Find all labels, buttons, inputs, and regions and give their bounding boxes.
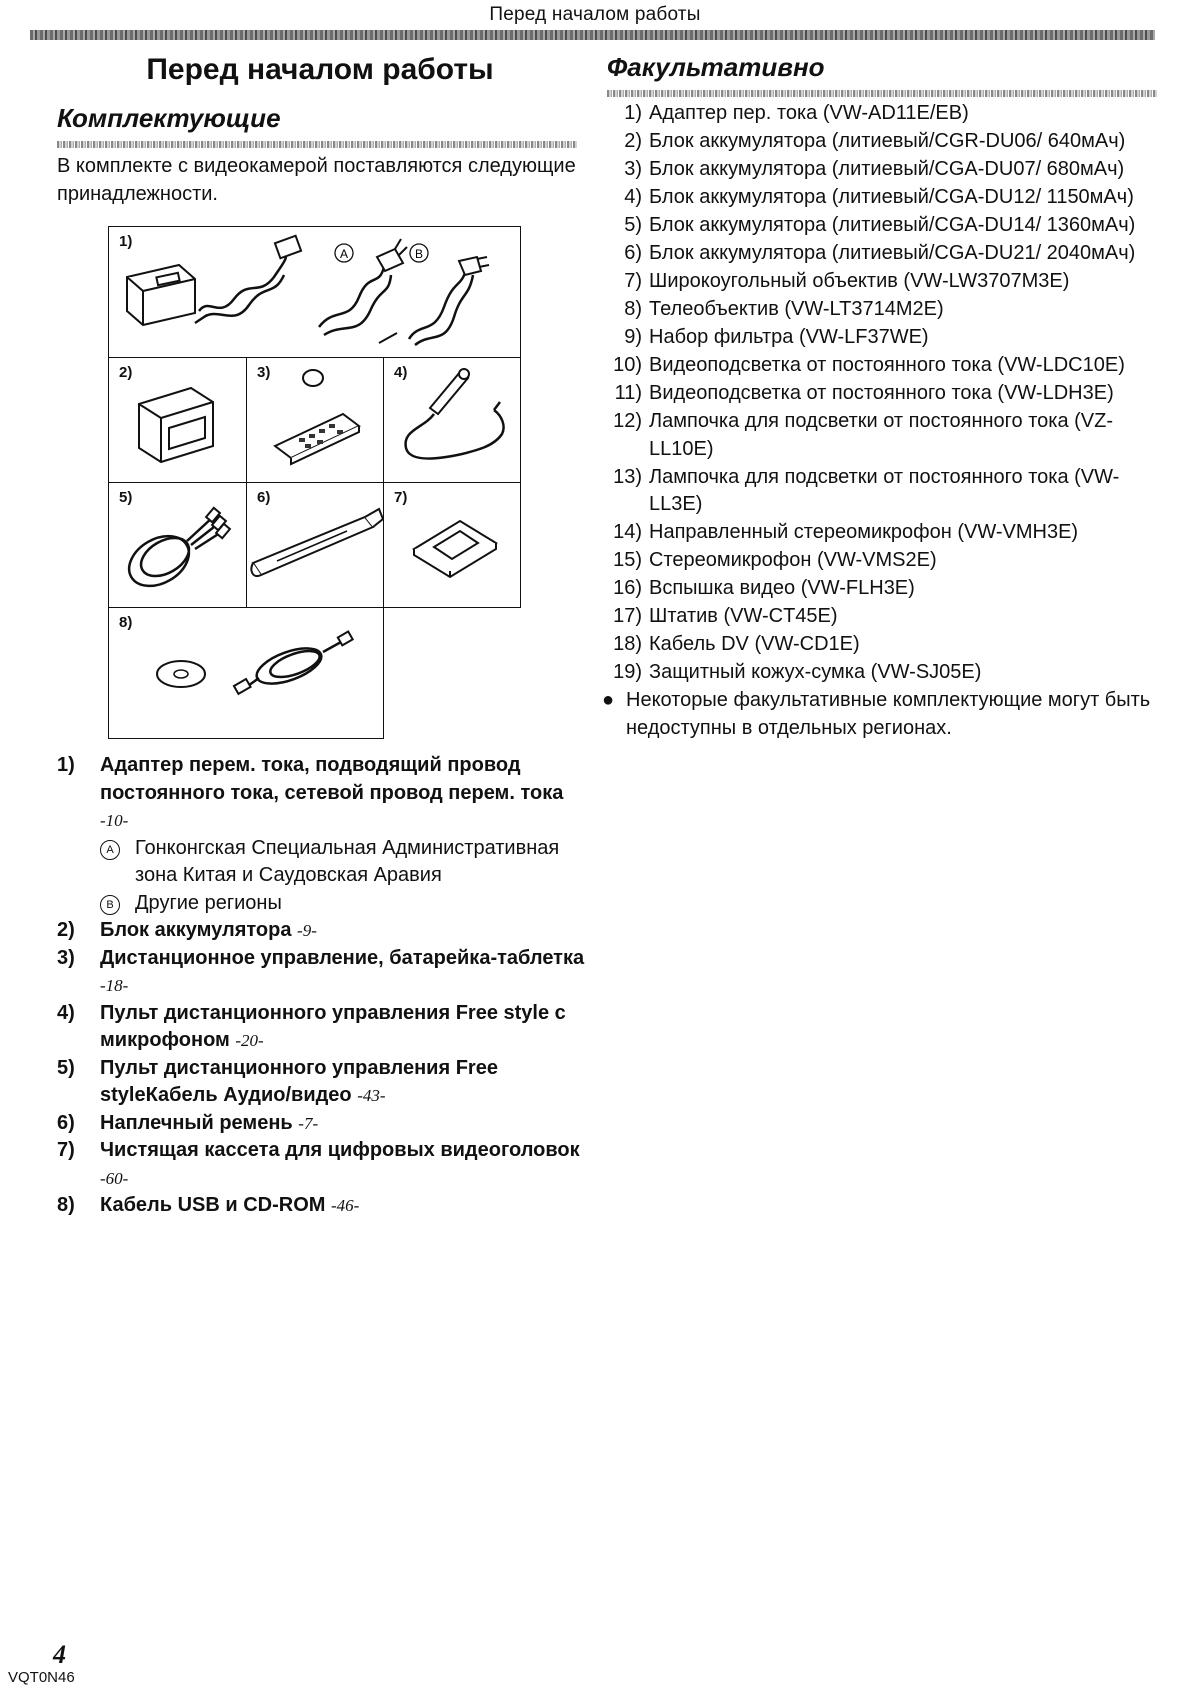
marker-b-icon: B (100, 895, 120, 915)
cell-number: 4) (394, 364, 408, 381)
list-item (57, 752, 597, 917)
list-item (602, 380, 1162, 408)
page-reference: -43- (357, 1086, 386, 1105)
page-number: 4 (53, 1640, 66, 1669)
item-number: 2) (57, 919, 75, 941)
item-text: Чистящая кассета для цифровых видеоголовок (100, 1139, 580, 1161)
item-number: 7) (57, 1139, 75, 1161)
item-text: Защитный кожух-сумка (VW-SJ05E) (649, 661, 982, 683)
item-text: Адаптер перем. тока, подводящий провод постоянного тока, сетевой провод перем. тока (100, 754, 564, 804)
accessories-list (57, 752, 597, 1220)
item-number: 3) (624, 158, 642, 180)
accessories-figure (108, 226, 521, 739)
item-number: 6) (57, 1111, 75, 1134)
list-item (602, 464, 1162, 519)
item-number: 3) (57, 946, 75, 969)
item-text: Блок аккумулятора (литиевый/CGR-DU06/ 640мАч) (649, 130, 1126, 152)
cell-number: 6) (257, 489, 271, 506)
item-text: Телеобъектив (VW-LT3714M2E) (649, 298, 944, 320)
marker-a-icon: A (100, 840, 120, 860)
list-item (57, 1000, 597, 1055)
list-item (602, 212, 1162, 240)
item-text: Кабель DV (VW-CD1E) (649, 633, 860, 655)
list-item (602, 575, 1162, 603)
item-text: Блок аккумулятора (литиевый/CGA-DU07/ 680мАч) (649, 158, 1125, 180)
sub-item (100, 835, 597, 890)
item-text: Широкоугольный объектив (VW-LW3707M3E) (649, 270, 1070, 292)
item-text: Лампочка для подсветки от постоянного тока (VW-LL3E) (649, 465, 1120, 515)
figure-cell-2 (108, 357, 247, 483)
figure-cell-6 (246, 482, 384, 608)
list-item (602, 324, 1162, 352)
list-item (602, 547, 1162, 575)
item-text: Дистанционное управление, батарейка-таблетка (100, 946, 585, 969)
sub-item-text: Гонконгская Специальная Административная зона Китая и Саудовская Аравия (135, 836, 560, 886)
sub-item-text: Другие регионы (135, 891, 282, 914)
item-number: 1) (57, 754, 75, 776)
list-item (602, 603, 1162, 631)
cell-number: 1) (119, 233, 133, 250)
av-cable-illustration (109, 483, 248, 609)
item-text: Наплечный ремень (100, 1111, 293, 1134)
list-item (602, 296, 1162, 324)
list-item (602, 352, 1162, 380)
list-item (57, 1055, 597, 1110)
list-item (57, 1110, 597, 1138)
page-reference: -10- (100, 811, 129, 830)
remote-control-illustration (247, 358, 385, 484)
item-number: 7) (624, 270, 642, 292)
item-number: 4) (57, 1001, 75, 1024)
item-number: 17) (613, 605, 642, 627)
item-text: Набор фильтра (VW-LF37WE) (649, 326, 929, 348)
cell-number: 7) (394, 489, 408, 506)
sub-item (100, 890, 597, 918)
item-number: 11) (614, 382, 642, 404)
document-code: VQT0N46 (8, 1669, 75, 1686)
figure-cell-8 (108, 607, 384, 739)
header-band (30, 30, 1155, 40)
item-text: Адаптер пер. тока (VW-AD11E/EB) (649, 102, 969, 124)
item-text: Кабель USB и CD-ROM (100, 1194, 326, 1216)
cell-number: 8) (119, 614, 133, 631)
list-item (602, 100, 1162, 128)
availability-note (602, 687, 1162, 742)
item-text: Блок аккумулятора (100, 919, 292, 941)
item-text: Пульт дистанционного управления Free style с микрофоном (100, 1001, 566, 1051)
item-number: 18) (613, 633, 642, 655)
page-reference: -20- (235, 1031, 264, 1050)
figure-cell-3 (246, 357, 384, 483)
cell-number: 3) (257, 364, 271, 381)
section-rule-optional (607, 90, 1157, 97)
shoulder-strap-illustration (247, 483, 385, 609)
marker-b-label: B (414, 247, 424, 261)
item-number: 9) (624, 326, 642, 348)
item-number: 4) (624, 186, 642, 208)
page-reference: -46- (331, 1196, 360, 1215)
list-item (57, 1192, 597, 1220)
item-text: Видеоподсветка от постоянного тока (VW-LDC10E) (649, 354, 1125, 376)
running-header: Перед началом работы (489, 4, 701, 25)
item-number: 10) (613, 354, 642, 376)
list-item (602, 268, 1162, 296)
page-reference: -60- (100, 1168, 129, 1188)
list-item (57, 945, 597, 1000)
figure-cell-1 (108, 226, 521, 358)
figure-cell-5 (108, 482, 247, 608)
list-item (602, 184, 1162, 212)
item-text: Блок аккумулятора (литиевый/CGA-DU21/ 2040мАч) (649, 242, 1136, 264)
item-number: 16) (613, 577, 642, 599)
item-number: 1) (624, 102, 642, 124)
section-title-optional: Факультативно (607, 52, 825, 82)
list-item (602, 659, 1162, 687)
item-number: 5) (624, 214, 642, 236)
item-number: 14) (613, 521, 642, 543)
item-number: 6) (624, 242, 642, 264)
item-number: 19) (613, 661, 642, 683)
list-item (57, 917, 597, 945)
section-title-accessories: Комплектующие (57, 103, 281, 133)
region-sublist (100, 835, 597, 918)
figure-cell-7 (383, 482, 521, 608)
item-text: Блок аккумулятора (литиевый/CGA-DU14/ 1360мАч) (649, 214, 1136, 236)
list-item (602, 128, 1162, 156)
list-item (602, 156, 1162, 184)
item-number: 2) (624, 130, 642, 152)
ac-adaptor-set-illustration (109, 227, 522, 359)
section-rule-accessories (57, 141, 577, 148)
page-reference: -7- (298, 1113, 319, 1133)
list-item (602, 408, 1162, 463)
item-text: Направленный стереомикрофон (VW-VMH3E) (649, 521, 1079, 543)
battery-pack-illustration (109, 358, 248, 484)
item-text: Пульт дистанционного управления Free styleКабель Аудио/видео (100, 1056, 498, 1106)
item-number: 8) (624, 298, 642, 320)
note-text: Некоторые факультативные комплектующие могут быть недоступны в отдельных регионах. (626, 689, 1151, 739)
item-text: Блок аккумулятора (литиевый/CGA-DU12/ 1150мАч) (649, 186, 1134, 208)
item-text: Лампочка для подсветки от постоянного тока (VZ-LL10E) (649, 410, 1114, 460)
accessories-intro: В комплекте с видеокамерой поставляются следующие принадлежности. (57, 155, 576, 205)
item-number: 5) (57, 1056, 75, 1079)
list-item (602, 240, 1162, 268)
bullet-icon: ● (602, 689, 615, 711)
item-text: Штатив (VW-CT45E) (649, 605, 838, 627)
page-reference: -18- (100, 976, 129, 995)
page-title: Перед началом работы (146, 53, 494, 86)
remote-microphone-illustration (384, 358, 522, 484)
list-item (602, 519, 1162, 547)
cell-number: 5) (119, 489, 133, 506)
item-number: 15) (613, 549, 642, 571)
item-number: 13) (613, 465, 642, 488)
cleaning-cassette-illustration (384, 483, 522, 609)
item-number: 8) (57, 1194, 75, 1216)
cell-number: 2) (119, 364, 133, 381)
list-item (57, 1137, 597, 1192)
optional-list (602, 100, 1162, 742)
figure-cell-4 (383, 357, 521, 483)
item-text: Стереомикрофон (VW-VMS2E) (649, 549, 937, 571)
item-text: Вспышка видео (VW-FLH3E) (649, 577, 915, 599)
usb-cable-cdrom-illustration (109, 608, 385, 740)
item-text: Видеоподсветка от постоянного тока (VW-LDH3E) (649, 382, 1114, 404)
marker-a-label: A (339, 247, 349, 261)
list-item (602, 631, 1162, 659)
page-reference: -9- (297, 921, 317, 940)
item-number: 12) (613, 410, 642, 432)
